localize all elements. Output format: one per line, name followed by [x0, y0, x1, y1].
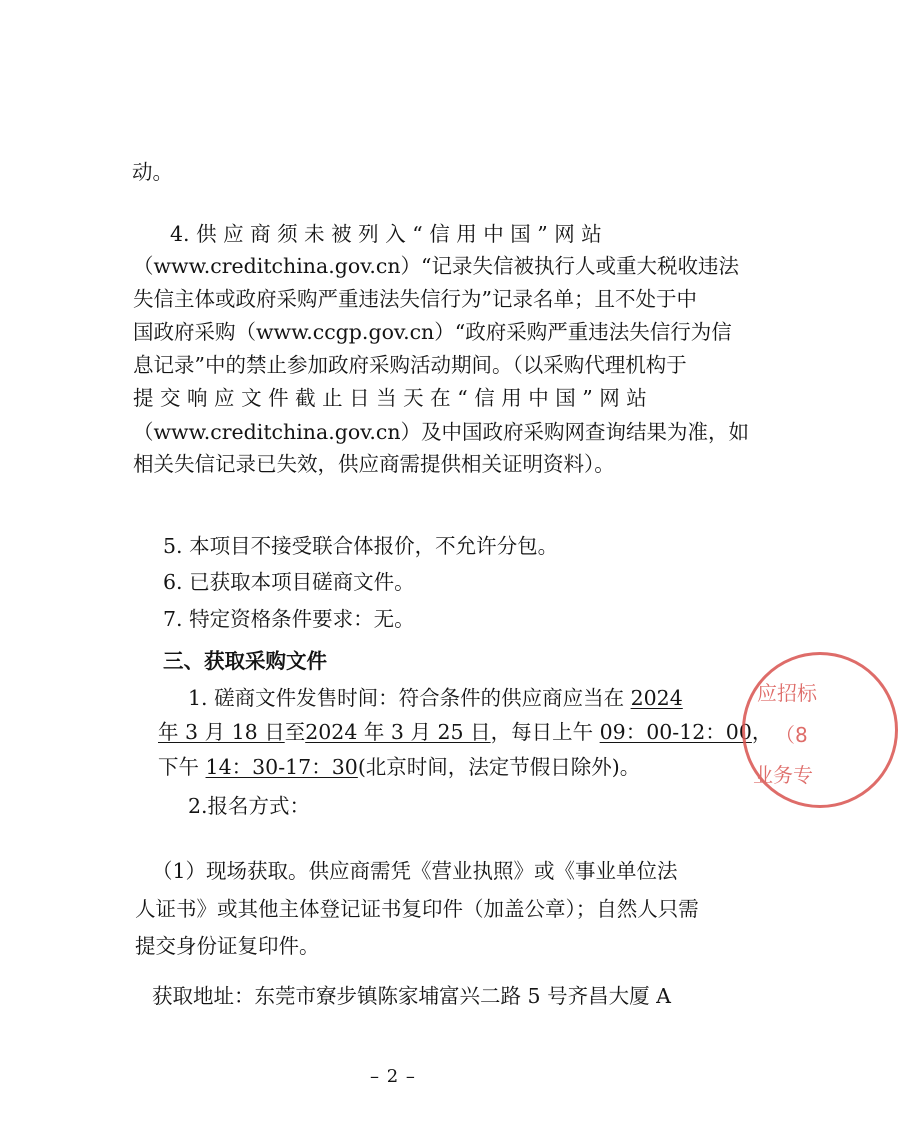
sale-time-label: 1. 磋商文件发售时间：符合条件的供应商应当在 — [188, 686, 631, 710]
paragraph-line: 相关失信记录已失效，供应商需提供相关证明资料）。 — [133, 452, 615, 476]
paragraph-line: 提 交 响 应 文 件 截 止 日 当 天 在 “ 信 用 中 国 ” 网 站 — [133, 386, 647, 410]
sale-time-line-2 — [158, 718, 802, 746]
paragraph-line: 动。 — [132, 160, 173, 184]
list-item: 5. 本项目不接受联合体报价，不允许分包。 — [163, 534, 559, 558]
stamp-text: 应招标 — [757, 681, 817, 705]
sale-to: 至 — [284, 720, 306, 744]
sale-morning-time: 09：00-12：00 — [599, 720, 752, 744]
paragraph-line: 国政府采购（www.ccgp.gov.cn）“政府采购严重违法失信行为信 — [133, 320, 732, 344]
sale-date-start: 年 3 月 18 日 — [158, 720, 285, 744]
sale-time-line-3 — [158, 753, 802, 781]
sale-afternoon-time: 14：30-17：30 — [205, 755, 358, 779]
paragraph-line: 提交身份证复印件。 — [135, 934, 320, 958]
paragraph-line: （www.creditchina.gov.cn）“记录失信被执行人或重大税收违法 — [133, 254, 740, 278]
sale-afternoon-prefix: 下午 — [158, 755, 206, 779]
stamp-text: 业务专 — [753, 763, 813, 787]
sale-daily-prefix: ，每日上午 — [490, 720, 600, 744]
sale-time-line-1 — [188, 684, 802, 712]
paragraph-line: 息记录”中的禁止参加政府采购活动期间。（以采购代理机构于 — [133, 353, 687, 377]
page-number: – 2 – — [370, 1066, 416, 1087]
sale-suffix: (北京时间，法定节假日除外)。 — [357, 755, 641, 779]
paragraph-line: （1）现场获取。供应商需凭《营业执照》或《事业单位法 — [152, 859, 678, 883]
paragraph-line: 获取地址：东莞市寮步镇陈家埔富兴二路 5 号齐昌大厦 A — [152, 984, 671, 1008]
official-seal-stamp — [742, 652, 898, 808]
sale-comma: ， — [751, 720, 773, 744]
section-heading: 三、获取采购文件 — [163, 649, 327, 673]
subsection-heading: 2.报名方式： — [188, 794, 311, 818]
list-item: 6. 已获取本项目磋商文件。 — [163, 570, 415, 594]
paragraph-line: 人证书》或其他主体登记证书复印件（加盖公章）；自然人只需 — [135, 897, 699, 921]
paragraph-line: 失信主体或政府采购严重违法失信行为”记录名单；且不处于中 — [133, 287, 697, 311]
paragraph-line: 4. 供 应 商 须 未 被 列 入 “ 信 用 中 国 ” 网 站 — [170, 222, 602, 246]
paragraph-line: （www.creditchina.gov.cn）及中国政府采购网查询结果为准，如 — [133, 420, 750, 444]
stamp-text: （8 — [775, 723, 808, 747]
sale-year-start: 2024 — [630, 686, 683, 710]
sale-date-end: 2024 年 3 月 25 日 — [305, 720, 491, 744]
list-item: 7. 特定资格条件要求：无。 — [163, 607, 415, 631]
